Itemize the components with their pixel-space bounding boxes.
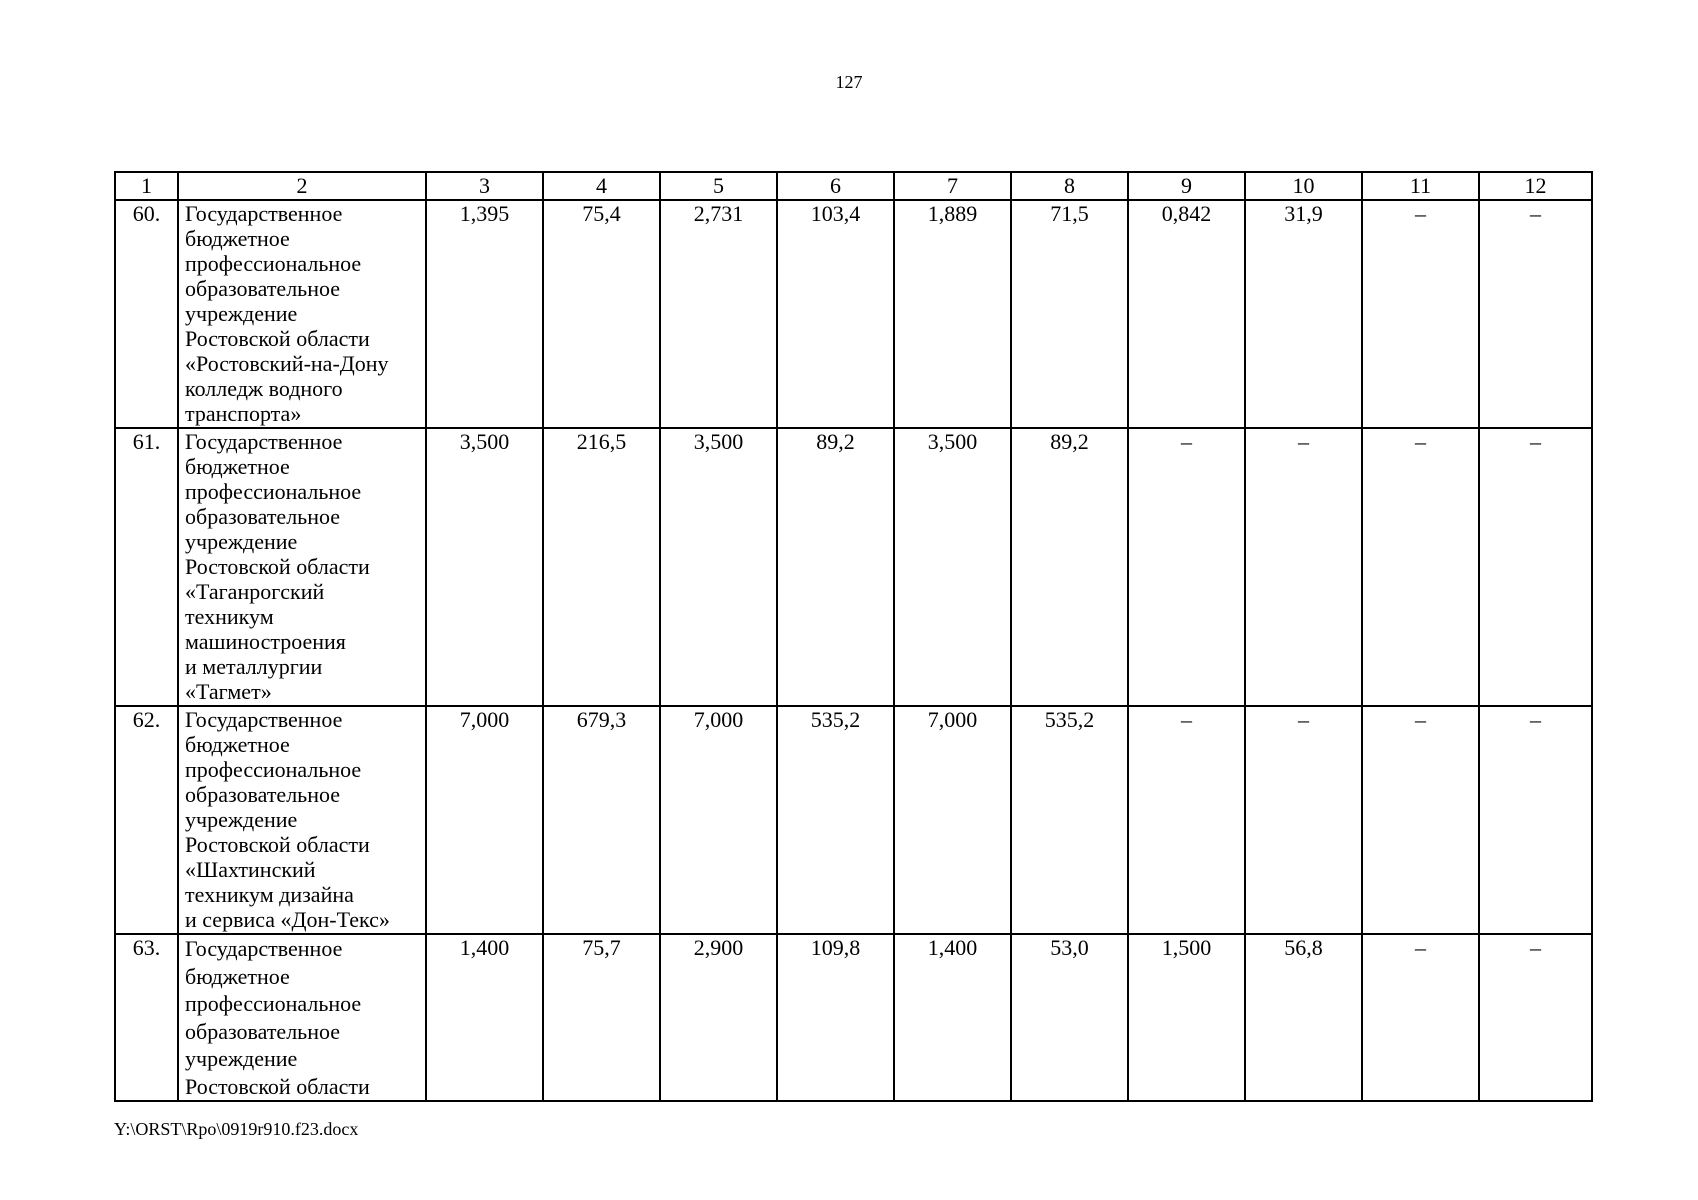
table-cell: – (1479, 200, 1592, 428)
column-header: 11 (1362, 172, 1479, 200)
column-header: 5 (660, 172, 777, 200)
table-row (115, 200, 1592, 428)
table-row (115, 706, 1592, 934)
table-cell: – (1245, 706, 1362, 934)
column-header: 7 (894, 172, 1011, 200)
institution-name: Государственное бюджетное профессиональное образовательное учреждение Ростовской области «Шахтинский техникум дизайна и сервиса «Дон-Текс» (178, 706, 426, 934)
column-header: 9 (1128, 172, 1245, 200)
table-cell: – (1362, 428, 1479, 706)
table-cell: 7,000 (894, 706, 1011, 934)
footer-file-path: Y:\ORST\Rpo\0919r910.f23.docx (114, 1119, 359, 1139)
table-cell: – (1479, 934, 1592, 1101)
table-cell: 103,4 (777, 200, 894, 428)
table-cell: – (1479, 428, 1592, 706)
table-cell: 56,8 (1245, 934, 1362, 1101)
table-cell: 535,2 (777, 706, 894, 934)
table-cell: 679,3 (543, 706, 660, 934)
table-cell: 3,500 (660, 428, 777, 706)
column-header: 2 (178, 172, 426, 200)
institution-name: Государственное бюджетное профессиональное образовательное учреждение Ростовской области (178, 934, 426, 1101)
column-header: 4 (543, 172, 660, 200)
table-cell: 89,2 (1011, 428, 1128, 706)
table-cell: 1,395 (426, 200, 543, 428)
table-cell: 1,400 (894, 934, 1011, 1101)
table-cell: 31,9 (1245, 200, 1362, 428)
data-table (114, 171, 1593, 1102)
institution-name: Государственное бюджетное профессиональное образовательное учреждение Ростовской области «Ростовский-на-Дону колледж водного транспорта» (178, 200, 426, 428)
row-number: 63. (115, 934, 178, 1101)
table-cell: 3,500 (894, 428, 1011, 706)
table-cell: 1,400 (426, 934, 543, 1101)
table-row (115, 934, 1592, 1101)
table-cell: 7,000 (426, 706, 543, 934)
table-cell: – (1362, 706, 1479, 934)
table-cell: 71,5 (1011, 200, 1128, 428)
table-cell: – (1362, 934, 1479, 1101)
table-cell: 75,4 (543, 200, 660, 428)
table-cell: 7,000 (660, 706, 777, 934)
page-number: 127 (835, 72, 863, 92)
column-header: 3 (426, 172, 543, 200)
table-cell: 1,889 (894, 200, 1011, 428)
table-cell: – (1245, 428, 1362, 706)
column-header: 8 (1011, 172, 1128, 200)
table-cell: 3,500 (426, 428, 543, 706)
row-number: 61. (115, 428, 178, 706)
table-cell: 535,2 (1011, 706, 1128, 934)
table-cell: 53,0 (1011, 934, 1128, 1101)
table-cell: – (1128, 428, 1245, 706)
column-header: 10 (1245, 172, 1362, 200)
table-cell: 0,842 (1128, 200, 1245, 428)
table-cell: 216,5 (543, 428, 660, 706)
table-cell: 75,7 (543, 934, 660, 1101)
table-cell: 2,900 (660, 934, 777, 1101)
table-cell: 109,8 (777, 934, 894, 1101)
column-header: 12 (1479, 172, 1592, 200)
column-header: 1 (115, 172, 178, 200)
row-number: 62. (115, 706, 178, 934)
table-cell: – (1362, 200, 1479, 428)
table-header-row (115, 172, 1592, 200)
table-cell: 89,2 (777, 428, 894, 706)
column-header: 6 (777, 172, 894, 200)
table-cell: 1,500 (1128, 934, 1245, 1101)
table-row (115, 428, 1592, 706)
institution-name: Государственное бюджетное профессиональное образовательное учреждение Ростовской области «Таганрогский техникум машиностроения и металлургии «Тагмет» (178, 428, 426, 706)
table-cell: – (1128, 706, 1245, 934)
table-cell: – (1479, 706, 1592, 934)
table-cell: 2,731 (660, 200, 777, 428)
row-number: 60. (115, 200, 178, 428)
